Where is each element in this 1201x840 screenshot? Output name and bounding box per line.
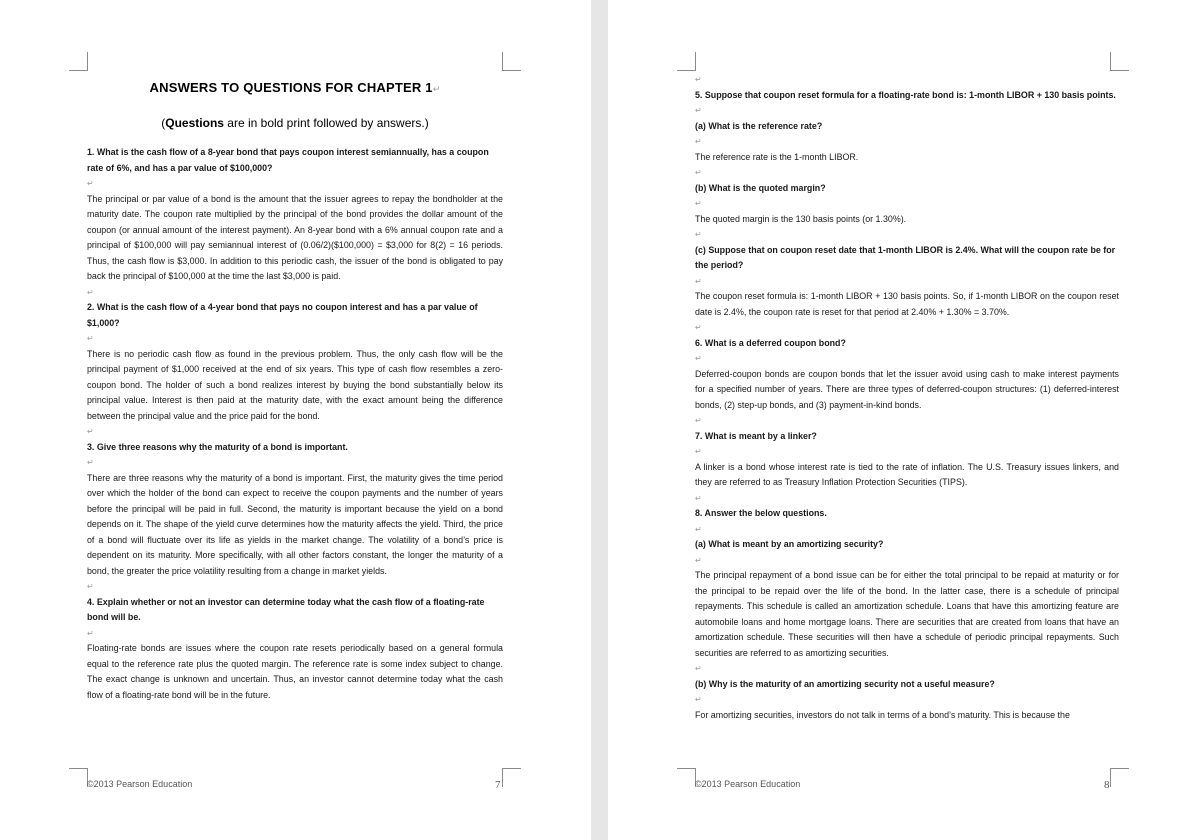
empty-paragraph: ↵ bbox=[87, 287, 94, 297]
page-body[interactable] bbox=[695, 72, 1119, 723]
empty-paragraph: ↵ bbox=[695, 447, 702, 456]
empty-paragraph: ↵ bbox=[87, 334, 94, 343]
question-text: 8. Answer the below questions. bbox=[695, 508, 827, 518]
question-text: 2. What is the cash flow of a 4-year bond that pays no coupon interest and has a par value of $1,000? bbox=[87, 302, 478, 328]
empty-paragraph: ↵ bbox=[695, 199, 702, 208]
empty-paragraph: ↵ bbox=[695, 276, 702, 286]
empty-paragraph: ↵ bbox=[695, 75, 702, 84]
paragraph-list bbox=[695, 72, 1119, 723]
answer-text: Deferred-coupon bonds are coupon bonds that let the issuer avoid using cash to make interest payments for a specified number of years. There are three types of deferred-coupon structures: (1) deferred-interest bonds, (2) step-up bonds, and (3) payment-in-kind bonds. bbox=[695, 368, 1119, 410]
empty-paragraph: ↵ bbox=[695, 416, 702, 425]
answer-text: The coupon reset formula is: 1-month LIBOR + 130 basis points. So, if 1-month LIBOR on the coupon reset date is 2.4%, the coupon rate is reset for that period at 2.40% + 1.30% = 3.70%. bbox=[695, 291, 1119, 317]
empty-paragraph: ↵ bbox=[695, 695, 702, 704]
question-text: (b) What is the quoted margin? bbox=[695, 182, 826, 193]
question-text: 6. What is a deferred coupon bond? bbox=[695, 337, 846, 348]
crop-mark-top-left bbox=[69, 52, 88, 71]
empty-paragraph: ↵ bbox=[87, 582, 94, 591]
question-text: (c) Suppose that on coupon reset date that 1-month LIBOR is 2.4%. What will the coupon rate be for the period? bbox=[695, 244, 1116, 270]
answer-text: The reference rate is the 1-month LIBOR. bbox=[695, 151, 859, 162]
question-text: 4. Explain whether or not an investor can determine today what the cash flow of a floating-rate bond will be. bbox=[87, 596, 485, 622]
crop-mark-top-right bbox=[1110, 52, 1129, 71]
question-text: 3. Give three reasons why the maturity of a bond is important. bbox=[87, 441, 348, 452]
page-number: 8 bbox=[1104, 779, 1110, 791]
crop-mark-bottom-left bbox=[69, 768, 88, 787]
empty-paragraph: ↵ bbox=[695, 137, 702, 146]
crop-mark-top-right bbox=[502, 52, 521, 71]
chapter-subtitle: (Questions are in bold print followed by answers.) bbox=[161, 116, 429, 130]
empty-paragraph: ↵ bbox=[695, 230, 702, 239]
answer-text: There are three reasons why the maturity of a bond is important. First, the maturity gives the time period over which the holder of the bond can expect to receive the coupon payments and the number of years before the principal will be paid in full. Second, the maturity is important because the yield on a bond depends on it. The shape of the yield curve determines how the maturity affects the yield. Third, the price of a bond will fluctuate over its life as yields in the market change. The volatility of a bond’s price is dependent on its maturity. More specifically, with all other factors constant, the longer the maturity of a bond, the greater the price volatility resulting from a change in market yields. bbox=[87, 472, 503, 576]
answer-text: A linker is a bond whose interest rate is tied to the rate of inflation. The U.S. Treasury issues linkers, and they are referred to as Treasury Inflation Protection Securities (TIPS). bbox=[695, 461, 1119, 487]
empty-paragraph: ↵ bbox=[695, 555, 702, 565]
page-footer: ©2013 Pearson Education bbox=[695, 779, 801, 789]
empty-paragraph: ↵ bbox=[87, 628, 94, 638]
crop-mark-top-left bbox=[677, 52, 696, 71]
crop-mark-bottom-left bbox=[677, 768, 696, 787]
empty-paragraph: ↵ bbox=[695, 493, 702, 503]
empty-paragraph: ↵ bbox=[87, 458, 94, 467]
question-text: 7. What is meant by a linker? bbox=[695, 430, 817, 441]
page-body[interactable] bbox=[87, 78, 503, 703]
chapter-title: ANSWERS TO QUESTIONS FOR CHAPTER 1↵ bbox=[149, 80, 441, 95]
answer-text: Floating-rate bonds are issues where the coupon rate resets periodically based on a general formula equal to the reference rate plus the quoted margin. The reference rate is some index subject to change. The exact change is unknown and uncertain. Thus, an investor cannot determine today what the cash flow of a floating-rate bond will be in the future. bbox=[87, 643, 503, 700]
page-footer: ©2013 Pearson Education bbox=[87, 779, 193, 789]
document-page-7 bbox=[0, 0, 591, 840]
answer-text: The quoted margin is the 130 basis points (or 1.30%). bbox=[695, 213, 907, 224]
empty-paragraph: ↵ bbox=[695, 106, 702, 115]
answer-text: The principal repayment of a bond issue can be for either the total principal to be repaid at maturity or for the principal to be repaid over the life of the bond. In the latter case, there is a schedule of principal repayments. This schedule is called an amortization schedule. Loans that have this amortizing feature are automobile loans and home mortgage loans. There are securities that are created from loans that have an amortization schedule. These securities will then have a schedule of periodic principal repayments. Such securities are referred to as amortizing securities. bbox=[695, 570, 1119, 658]
empty-paragraph: ↵ bbox=[87, 427, 94, 436]
page-number: 7 bbox=[495, 779, 501, 791]
empty-paragraph: ↵ bbox=[695, 168, 702, 177]
document-page-8 bbox=[608, 0, 1201, 840]
paragraph-list bbox=[87, 145, 503, 703]
empty-paragraph: ↵ bbox=[695, 524, 702, 534]
empty-paragraph: ↵ bbox=[695, 323, 702, 332]
crop-mark-bottom-right bbox=[502, 768, 521, 787]
question-text: (a) What is the reference rate? bbox=[695, 120, 823, 131]
question-text: 1. What is the cash flow of a 8-year bond that pays coupon interest semiannually, has a coupon rate of 6%, and has a par value of $100,000? bbox=[87, 147, 489, 173]
empty-paragraph: ↵ bbox=[695, 664, 702, 673]
question-text: 5. Suppose that coupon reset formula for a floating-rate bond is: 1-month LIBOR + 130 basis points. bbox=[695, 89, 1116, 100]
question-text: (b) Why is the maturity of an amortizing security not a useful measure? bbox=[695, 678, 995, 689]
answer-text: The principal or par value of a bond is the amount that the issuer agrees to repay the bondholder at the maturity date. The coupon rate multiplied by the principal of the bond provides the dollar amount of the coupon (or annual amount of the interest payment). An 8-year bond with a 6% annual coupon rate and a principal of $100,000 will pay semiannual interest of (0.06/2)($100,000) = $3,000 for 8(2) = 16 periods. Thus, the cash flow is $3,000. In addition to this periodic cash, the issuer of the bond is obligated to pay back the principal of $100,000 at the time the last $3,000 is paid. bbox=[87, 193, 503, 281]
empty-paragraph: ↵ bbox=[87, 179, 94, 188]
page-gutter bbox=[591, 0, 608, 840]
question-text: (a) What is meant by an amortizing security? bbox=[695, 539, 884, 549]
empty-paragraph: ↵ bbox=[695, 354, 702, 363]
answer-text: For amortizing securities, investors do not talk in terms of a bond’s maturity. This is because the bbox=[695, 709, 1070, 720]
crop-mark-bottom-right bbox=[1110, 768, 1129, 787]
answer-text: There is no periodic cash flow as found in the previous problem. Thus, the only cash flow will be the principal payment of $1,000 received at the end of six years. This type of cash flow resembles a zero-coupon bond. The holder of such a bond realizes interest by buying the bond substantially below its principal value. Interest is then paid at the maturity date, with the exact amount being the difference between the principal value and the price paid for the bond. bbox=[87, 348, 503, 421]
